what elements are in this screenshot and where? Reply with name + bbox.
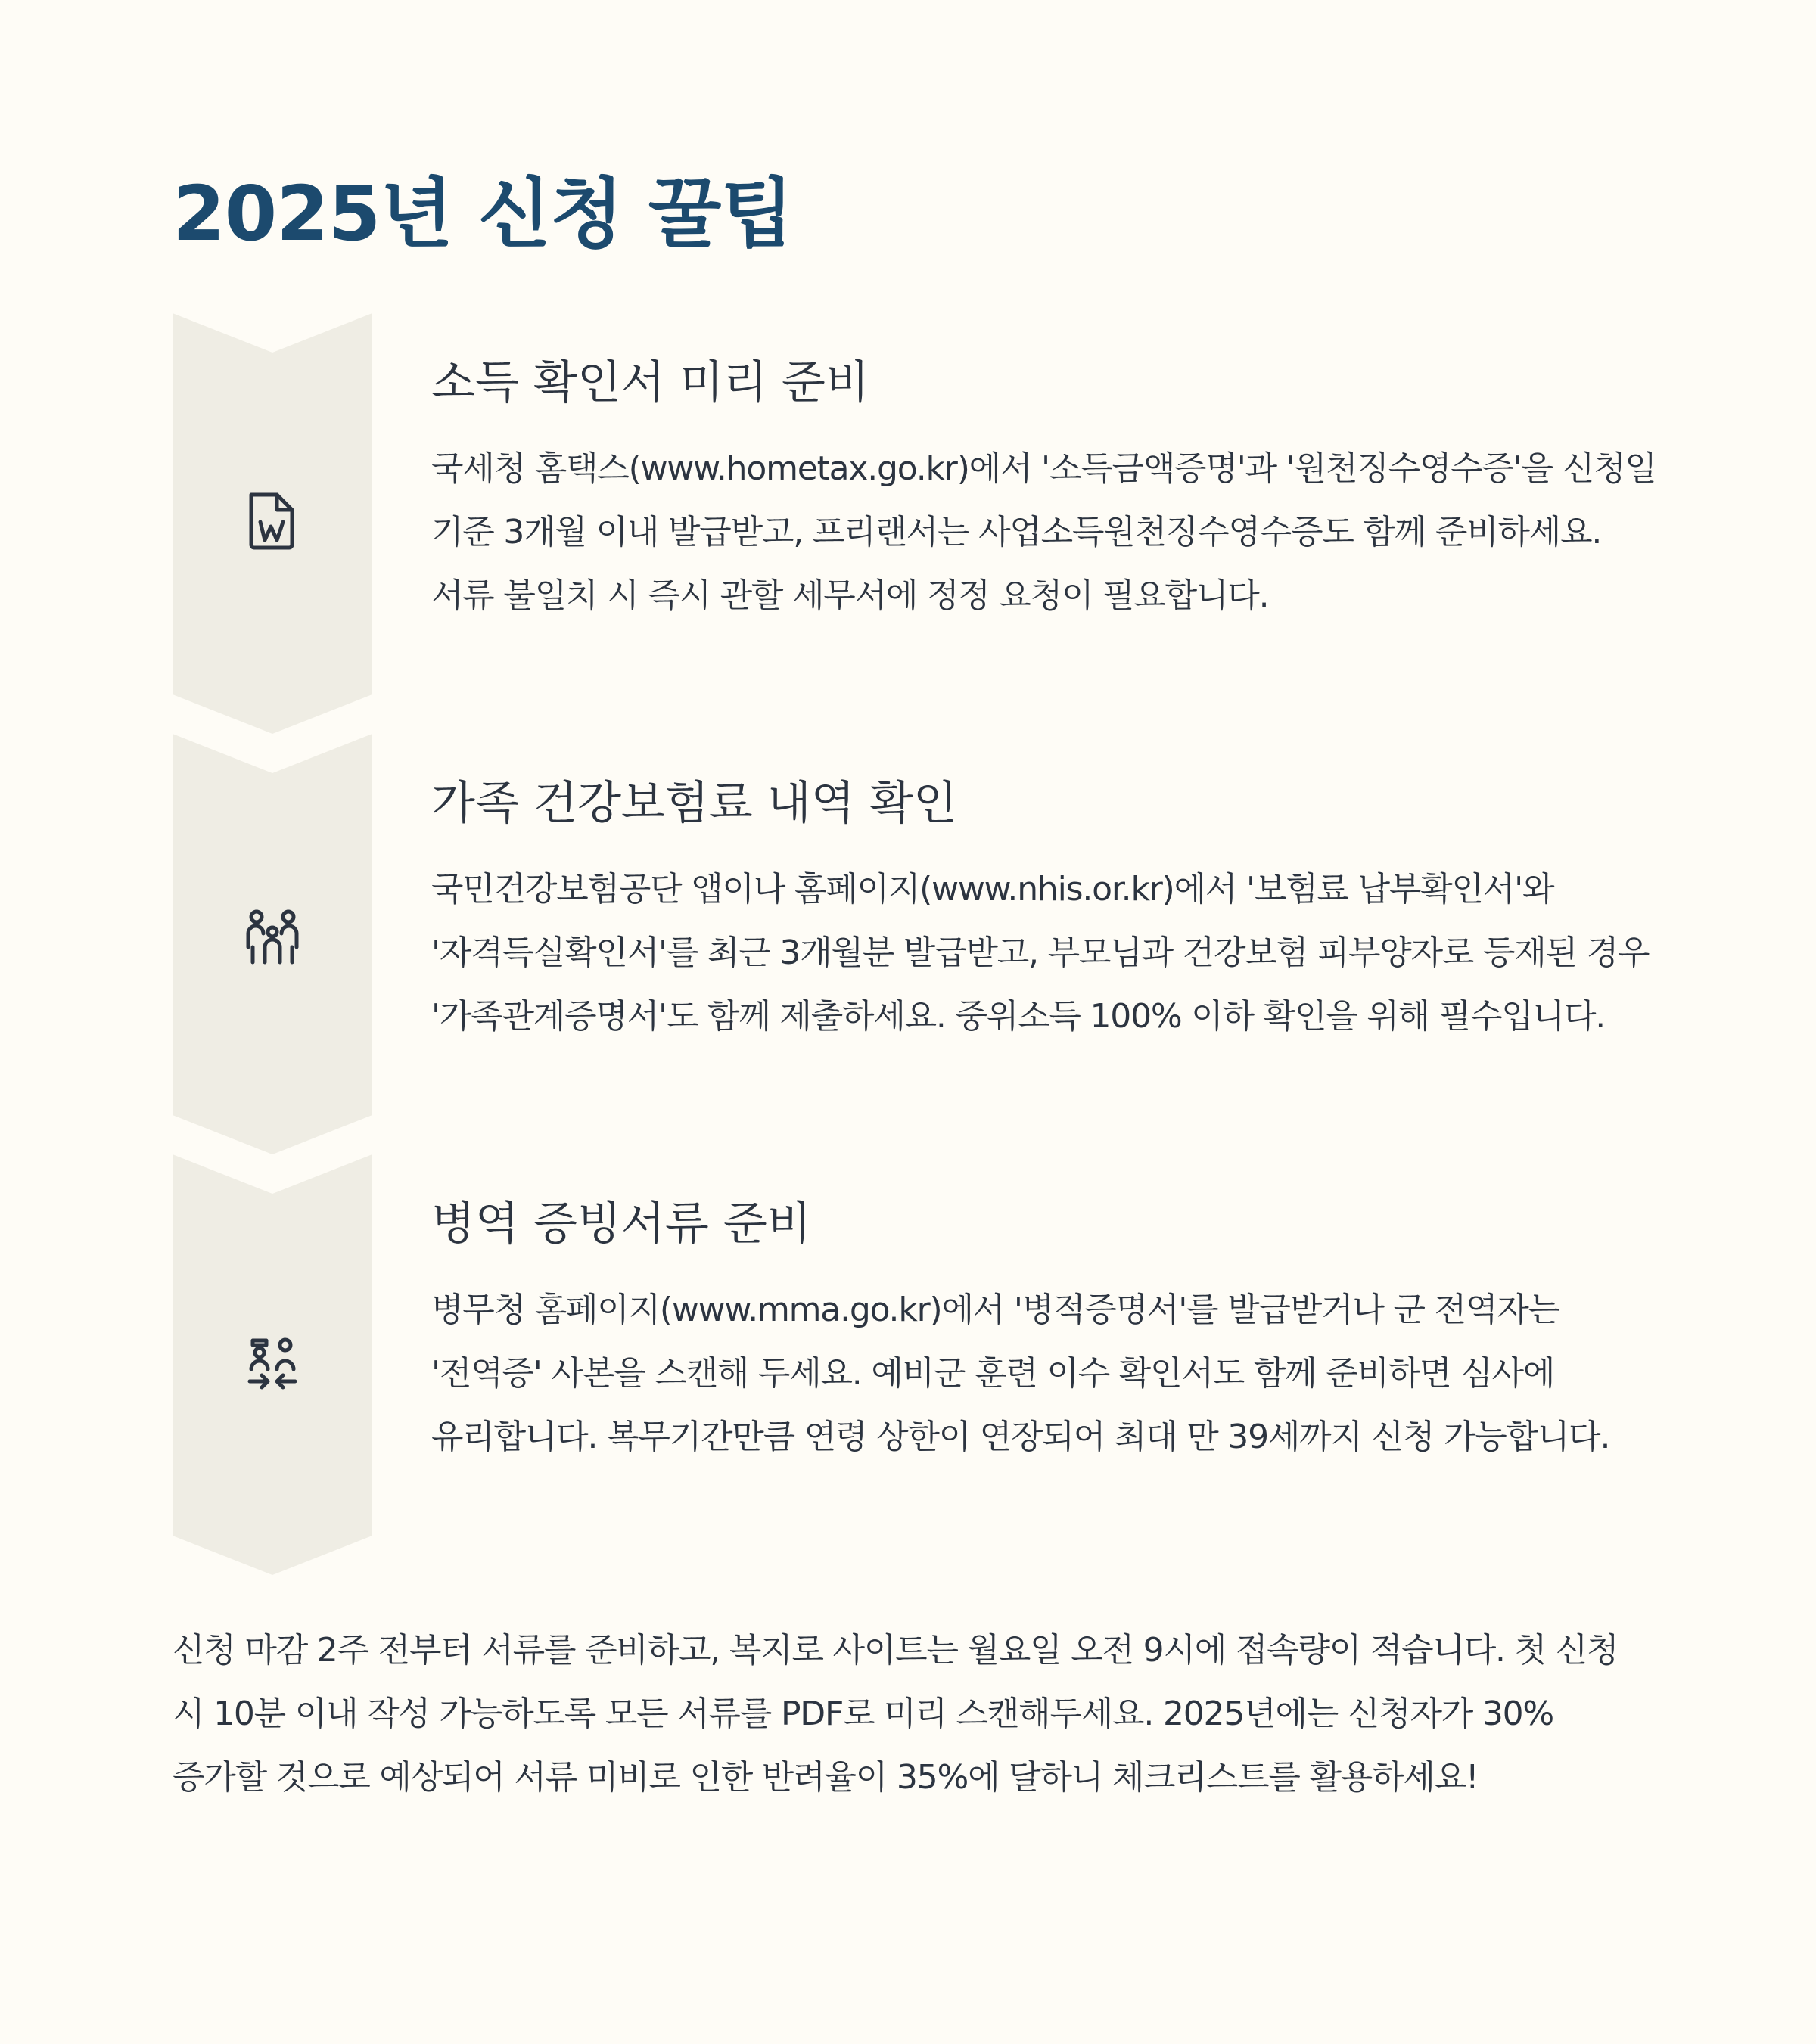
step-description: 국민건강보험공단 앱이나 홈페이지(www.nhis.or.kr)에서 '보험료 납부확인서'와 '자격득실확인서'를 최근 3개월분 발급받고, 부모님과 건강보험 피부양자로 등재된 경우 '가족관계증명서'도 함께 제출하세요. 중위소득 100% 이하 확인을 위해 필수입니다. [431,870,1650,1036]
step-title: 소득 확인서 미리 준비 [431,356,869,409]
step-title: 가족 건강보험료 내역 확인 [431,777,957,830]
tip-step-military-documents [173,1154,1648,1578]
tip-step-health-insurance [173,734,1648,1157]
step-title: 병역 증빙서류 준비 [431,1198,811,1250]
tip-step-income-documents [173,313,1656,737]
people-exchange-icon [245,1334,300,1395]
step-description: 국세청 홈택스(www.hometax.go.kr)에서 '소득금액증명'과 '원천징수영수증'을 신청일 기준 3개월 이내 발급받고, 프리랜서는 사업소득원천징수영수증도 함께 준비하세요. 서류 불일치 시 즉시 관할 세무서에 정정 요청이 필요합니다. [431,449,1656,615]
family-icon [245,908,300,968]
summary-paragraph: 신청 마감 2주 전부터 서류를 준비하고, 복지로 사이트는 월요일 오전 9시에 접속량이 적습니다. 첫 신청 시 10분 이내 작성 가능하도록 모든 서류를 PDF로 미리 스캔해두세요. 2025년에는 신청자가 30% 증가할 것으로 예상되어 서류 미비로 인한 반려율이 35%에 달하니 체크리스트를 활용하세요! [173,1631,1619,1797]
step-description: 병무청 홈페이지(www.mma.go.kr)에서 '병적증명서'를 발급받거나 군 전역자는 '전역증' 사본을 스캔해 두세요. 예비군 훈련 이수 확인서도 함께 준비하면 심사에 유리합니다. 복무기간만큼 연령 상한이 연장되어 최대 만 39세까지 신청 가능합니다. [431,1291,1610,1456]
page-title: 2025년 신청 꿀팁 [173,169,793,258]
word-document-icon [245,490,300,551]
